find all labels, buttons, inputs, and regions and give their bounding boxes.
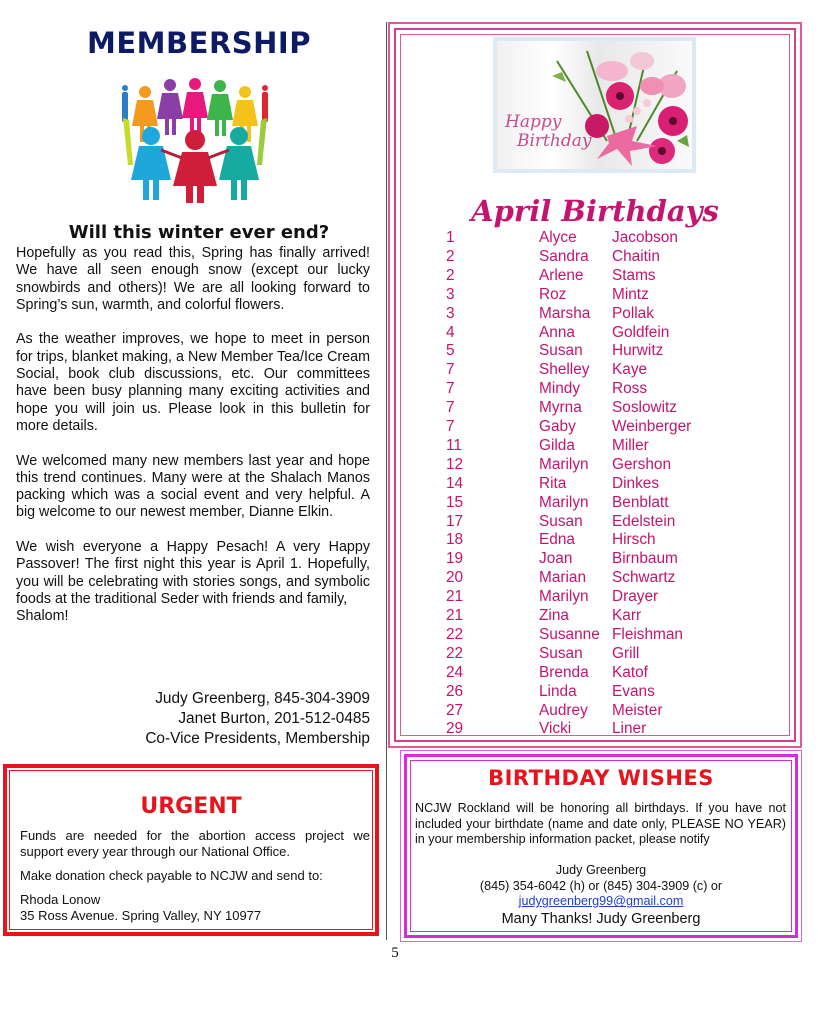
urgent-paragraph: Make donation check payable to NCJW and send to: <box>20 868 323 883</box>
flowers-photo <box>497 41 692 169</box>
birthday-first-name: Anna <box>539 323 575 341</box>
contact-name: Judy Greenberg <box>555 863 647 877</box>
birthday-last-name: Evans <box>612 682 655 700</box>
email-link[interactable]: judygreenberg99@gmail.com <box>518 894 684 909</box>
birthday-last-name: Kaye <box>612 361 648 379</box>
birthday-first-name: Linda <box>539 682 577 700</box>
birthday-day: 3 <box>446 285 455 303</box>
birthday-last-name: Weinberger <box>612 418 692 435</box>
birthday-last-name: Dinkes <box>612 474 660 492</box>
birthday-last-name: Ross <box>612 380 648 398</box>
signature-block <box>145 689 370 749</box>
birthday-first-name: Roz <box>539 285 567 303</box>
birthday-day: 2 <box>446 247 455 265</box>
figure-front-teal <box>219 127 259 200</box>
birthday-last-name: Drayer <box>612 588 659 606</box>
birthday-last-name: Birnbaum <box>612 550 678 568</box>
urgent-body <box>20 828 370 924</box>
section-heading: Will this winter ever end? <box>68 222 330 243</box>
figure-purple <box>157 79 183 135</box>
birthday-day: 7 <box>446 399 455 417</box>
birthday-first-name: Marilyn <box>539 493 589 511</box>
birthday-day: 2 <box>446 266 455 284</box>
article-paragraph: We welcomed many new members last year and hope this trend continues. Many were at the Shalach Manos packing which was a social event and very helpful. A big welcome to our newest member, Dianne Elkin. <box>16 452 370 521</box>
birthday-last-name: Fleishman <box>612 625 683 643</box>
birthday-day: 20 <box>446 569 464 587</box>
birthday-last-name: Goldfein <box>612 323 670 341</box>
birthday-last-name: Miller <box>612 436 649 454</box>
birthday-last-name: Gershon <box>612 455 672 473</box>
birthday-first-name: Marian <box>539 569 587 587</box>
urgent-paragraph: Funds are needed for the abortion access project we support every year through our National Office. <box>20 828 370 859</box>
birthday-day: 4 <box>446 323 455 341</box>
birthday-last-name: Liner <box>612 720 647 738</box>
birthday-wishes-body: NCJW Rockland will be honoring all birthdays. If you have not included your birthdate (name and date only, PLEASE NO YEAR) in your membership information packet, please notify <box>415 801 786 847</box>
birthday-last-name: Soslowitz <box>612 399 678 417</box>
birthday-day: 22 <box>446 625 464 643</box>
birthday-last-name: Karr <box>612 607 642 624</box>
birthday-first-name: Susan <box>539 342 583 360</box>
birthday-last-name: Grill <box>612 644 640 662</box>
happy-birthday-caption <box>505 113 591 151</box>
signature-line: Janet Burton, 201-512-0485 <box>178 710 370 727</box>
people-circle-icon <box>115 78 275 203</box>
birthday-day: 12 <box>446 455 464 473</box>
birthday-day: 18 <box>446 531 464 549</box>
figure-side-right <box>257 118 267 165</box>
birthday-first-name: Susan <box>539 512 583 530</box>
april-birthdays-title: April Birthdays <box>471 194 719 228</box>
figure-front-red <box>173 130 217 203</box>
birthday-first-name: Edna <box>539 531 575 549</box>
birthday-wishes-contact <box>400 863 802 928</box>
figure-back-blue <box>122 85 128 122</box>
birthday-day: 27 <box>446 701 464 719</box>
article-paragraph: Hopefully as you read this, Spring has finally arrived! We have all seen enough snow (except our lucky snowbirds and others)! We are all looking forward to Spring’s sun, warmth, and colorful flowers. <box>16 245 370 313</box>
birthday-first-name: Arlene <box>539 266 584 284</box>
thanks-line: Many Thanks! Judy Greenberg <box>501 911 701 928</box>
birthday-first-name: Vicki <box>539 720 572 738</box>
birthday-day: 14 <box>446 474 464 492</box>
birthday-day: 11 <box>446 436 462 454</box>
birthday-last-name: Hurwitz <box>612 342 664 360</box>
birthday-last-name: Edelstein <box>612 512 676 530</box>
birthday-flowers-image <box>493 37 696 173</box>
figure-pink <box>182 78 208 134</box>
birthday-first-name: Alyce <box>539 229 577 246</box>
birthday-first-name: Marilyn <box>539 588 589 606</box>
birthday-first-name: Susanne <box>539 625 600 643</box>
birthday-first-name: Marilyn <box>539 455 589 473</box>
membership-title: MEMBERSHIP <box>87 26 311 60</box>
urgent-address: 35 Ross Avenue. Spring Valley, NY 10977 <box>20 908 262 923</box>
column-divider <box>386 22 387 940</box>
birthday-day: 5 <box>446 342 455 360</box>
birthday-day: 26 <box>446 682 464 700</box>
birthday-last-name: Hirsch <box>612 531 656 549</box>
birthday-first-name: Shelley <box>539 361 590 379</box>
birthday-first-name: Brenda <box>539 663 589 681</box>
birthday-first-name: Zina <box>539 607 569 624</box>
figure-front-cyan <box>131 127 171 200</box>
birthday-wishes-title: BIRTHDAY WISHES <box>488 766 714 790</box>
birthday-last-name: Chaitin <box>612 247 660 265</box>
birthday-day: 29 <box>446 720 464 738</box>
urgent-title: URGENT <box>140 794 242 819</box>
birthday-day: 17 <box>446 512 464 530</box>
birthday-first-name: Myrna <box>539 399 582 417</box>
figure-green <box>207 80 233 136</box>
birthday-day: 7 <box>446 418 455 435</box>
birthday-first-name: Rita <box>539 474 567 492</box>
birthday-first-name: Gilda <box>539 436 575 454</box>
birthday-day: 7 <box>446 361 455 379</box>
figure-back-red <box>262 85 268 122</box>
birthday-day: 22 <box>446 644 464 662</box>
birthday-last-name: Benblatt <box>612 493 669 511</box>
page-number: 5 <box>391 945 399 961</box>
birthday-last-name: Jacobson <box>612 229 678 246</box>
birthday-first-name: Mindy <box>539 380 581 398</box>
birthday-last-name: Meister <box>612 701 663 719</box>
birthday-first-name: Audrey <box>539 701 588 719</box>
birthday-last-name: Katof <box>612 663 648 681</box>
birthday-last-name: Mintz <box>612 285 649 303</box>
birthday-first-name: Susan <box>539 644 583 662</box>
birthday-day: 24 <box>446 663 464 681</box>
birthday-day: 21 <box>446 607 464 624</box>
birthday-last-name: Schwartz <box>612 569 676 587</box>
article-paragraph: We wish everyone a Happy Pesach! A very Happy Passover! The first night this year is April 1. Hopefully, you will be celebrating with stories songs, and symbolic foods at the traditional Seder with friends and family, <box>16 539 370 607</box>
birthday-last-name: Pollak <box>612 304 654 322</box>
birthday-day: 19 <box>446 550 464 568</box>
birthday-first-name: Sandra <box>539 247 589 265</box>
birthday-first-name: Marsha <box>539 304 591 322</box>
membership-article <box>16 245 370 626</box>
urgent-box <box>3 764 379 936</box>
caption-line: Happy <box>505 112 562 132</box>
birthday-day: 3 <box>446 304 455 322</box>
birthday-first-name: Gaby <box>539 418 576 435</box>
birthday-last-name: Stams <box>612 266 656 284</box>
article-closing: Shalom! <box>16 608 69 625</box>
birthday-day: 15 <box>446 493 464 511</box>
figure-side-left <box>123 118 133 165</box>
article-paragraph: As the weather improves, we hope to meet in person for trips, blanket making, a New Member Tea/Ice Cream Social, book club discussions, etc. Our committees have been busy planning many exciting activities and hope you will join us. Please look in this bulletin for more details. <box>16 331 370 434</box>
signature-line: Co-Vice Presidents, Membership <box>145 730 370 747</box>
signature-line: Judy Greenberg, 845-304-3909 <box>155 690 370 707</box>
urgent-recipient: Rhoda Lonow <box>20 892 101 907</box>
birthday-day: 7 <box>446 380 455 398</box>
birthday-day: 21 <box>446 588 464 606</box>
birthday-day: 1 <box>446 229 455 246</box>
contact-phones: (845) 354-6042 (h) or (845) 304-3909 (c) or <box>479 878 723 893</box>
birthday-first-name: Joan <box>539 550 573 568</box>
caption-line: Birthday <box>517 131 592 151</box>
